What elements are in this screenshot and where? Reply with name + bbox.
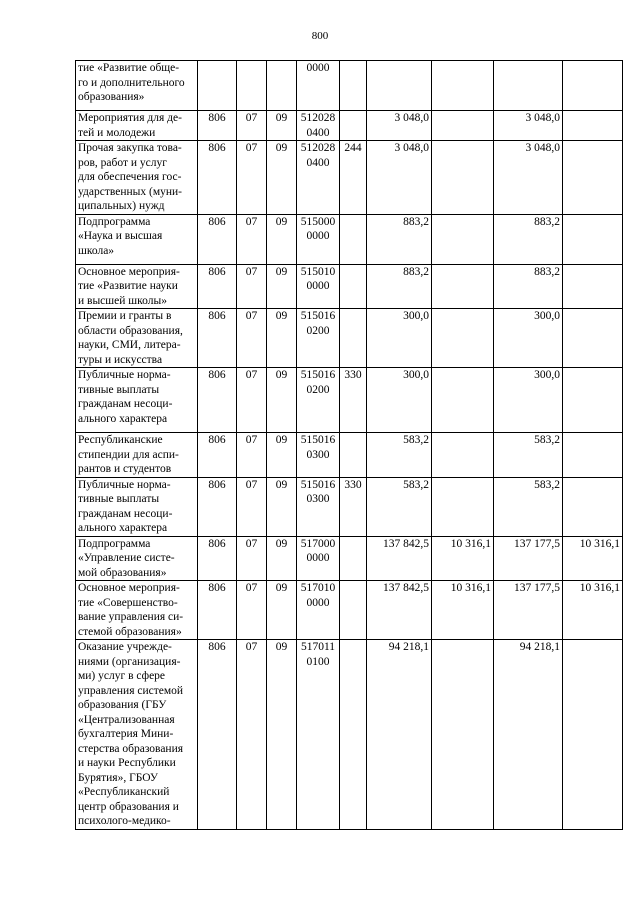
row-name: Премии и гранты в области образования, науки, СМИ, литера- туры и искусства — [76, 309, 198, 368]
expense-type-code — [340, 264, 367, 309]
subsection-code: 09 — [267, 111, 297, 141]
section-code: 07 — [237, 368, 267, 433]
amount-total-2: 300,0 — [494, 368, 563, 433]
row-name: Оказание учрежде- ниями (организация- ми) услуг в сфере управления системой образования (ГБУ «Централизованная бухгалтерия Мини- стерства образования и науки Республики Бурятия», ГБОУ «Республиканский центр образования и психолого-медико- — [76, 640, 198, 830]
amount-federal-1 — [432, 309, 494, 368]
expense-type-code: 244 — [340, 141, 367, 215]
amount-federal-1 — [432, 61, 494, 111]
row-name: Публичные норма- тивные выплаты гражданам несоци- ального характера — [76, 368, 198, 433]
subsection-code: 09 — [267, 581, 297, 640]
section-code: 07 — [237, 581, 267, 640]
expense-type-code — [340, 309, 367, 368]
table-body — [76, 61, 623, 830]
amount-federal-1 — [432, 111, 494, 141]
table-row — [76, 141, 623, 215]
expense-type-code — [340, 61, 367, 111]
target-article-code: 512028 0400 — [297, 111, 340, 141]
target-article-code: 517010 0000 — [297, 581, 340, 640]
expense-type-code — [340, 111, 367, 141]
amount-total-2: 137 177,5 — [494, 536, 563, 581]
subsection-code: 09 — [267, 640, 297, 830]
amount-federal-2 — [563, 433, 623, 478]
subsection-code: 09 — [267, 536, 297, 581]
amount-federal-2 — [563, 141, 623, 215]
table-row — [76, 640, 623, 830]
subsection-code: 09 — [267, 309, 297, 368]
admin-code: 806 — [198, 536, 237, 581]
amount-federal-2 — [563, 477, 623, 536]
admin-code — [198, 61, 237, 111]
admin-code: 806 — [198, 111, 237, 141]
target-article-code: 515016 0200 — [297, 309, 340, 368]
amount-total-1: 583,2 — [367, 433, 432, 478]
amount-total-2 — [494, 61, 563, 111]
subsection-code: 09 — [267, 368, 297, 433]
amount-federal-2 — [563, 309, 623, 368]
table-row — [76, 536, 623, 581]
section-code: 07 — [237, 309, 267, 368]
amount-federal-1 — [432, 368, 494, 433]
page-number: 800 — [311, 30, 329, 42]
amount-federal-1 — [432, 477, 494, 536]
target-article-code: 515010 0000 — [297, 264, 340, 309]
amount-federal-2 — [563, 111, 623, 141]
target-article-code: 517011 0100 — [297, 640, 340, 830]
amount-federal-1: 10 316,1 — [432, 581, 494, 640]
amount-federal-1 — [432, 264, 494, 309]
amount-total-2: 300,0 — [494, 309, 563, 368]
subsection-code: 09 — [267, 433, 297, 478]
amount-total-2: 3 048,0 — [494, 111, 563, 141]
amount-total-1: 583,2 — [367, 477, 432, 536]
amount-total-1: 94 218,1 — [367, 640, 432, 830]
admin-code: 806 — [198, 141, 237, 215]
expense-type-code — [340, 536, 367, 581]
admin-code: 806 — [198, 477, 237, 536]
section-code: 07 — [237, 536, 267, 581]
table-row — [76, 309, 623, 368]
admin-code: 806 — [198, 368, 237, 433]
section-code: 07 — [237, 111, 267, 141]
expense-type-code — [340, 581, 367, 640]
expense-type-code: 330 — [340, 368, 367, 433]
expense-type-code: 330 — [340, 477, 367, 536]
target-article-code: 515016 0200 — [297, 368, 340, 433]
row-name: Республиканские стипендии для аспи- рантов и студентов — [76, 433, 198, 478]
amount-total-1: 3 048,0 — [367, 141, 432, 215]
subsection-code: 09 — [267, 141, 297, 215]
row-name: Публичные норма- тивные выплаты гражданам несоци- ального характера — [76, 477, 198, 536]
row-name: Подпрограмма «Управление систе- мой образования» — [76, 536, 198, 581]
amount-total-2: 883,2 — [494, 264, 563, 309]
target-article-code: 512028 0400 — [297, 141, 340, 215]
table-row — [76, 111, 623, 141]
amount-total-1: 300,0 — [367, 309, 432, 368]
amount-total-1: 137 842,5 — [367, 581, 432, 640]
row-name: Основное мероприя- тие «Развитие науки и высшей школы» — [76, 264, 198, 309]
amount-federal-1 — [432, 141, 494, 215]
section-code: 07 — [237, 433, 267, 478]
row-name: Мероприятия для де- тей и молодежи — [76, 111, 198, 141]
budget-table — [75, 60, 623, 830]
amount-total-2: 137 177,5 — [494, 581, 563, 640]
amount-federal-2 — [563, 264, 623, 309]
amount-total-2: 583,2 — [494, 433, 563, 478]
amount-federal-2: 10 316,1 — [563, 581, 623, 640]
admin-code: 806 — [198, 309, 237, 368]
section-code: 07 — [237, 640, 267, 830]
table-row — [76, 61, 623, 111]
row-name: Основное мероприя- тие «Совершенство- вание управления си- стемой образования» — [76, 581, 198, 640]
admin-code: 806 — [198, 214, 237, 264]
expense-type-code — [340, 214, 367, 264]
section-code — [237, 61, 267, 111]
admin-code: 806 — [198, 264, 237, 309]
amount-federal-2 — [563, 640, 623, 830]
table-row — [76, 477, 623, 536]
amount-total-1: 883,2 — [367, 264, 432, 309]
section-code: 07 — [237, 477, 267, 536]
subsection-code — [267, 61, 297, 111]
amount-total-2: 883,2 — [494, 214, 563, 264]
amount-federal-2 — [563, 61, 623, 111]
section-code: 07 — [237, 264, 267, 309]
amount-total-1 — [367, 61, 432, 111]
amount-federal-1 — [432, 433, 494, 478]
amount-total-1: 300,0 — [367, 368, 432, 433]
target-article-code: 515000 0000 — [297, 214, 340, 264]
subsection-code: 09 — [267, 214, 297, 264]
target-article-code: 0000 — [297, 61, 340, 111]
amount-total-2: 583,2 — [494, 477, 563, 536]
amount-total-1: 137 842,5 — [367, 536, 432, 581]
amount-total-1: 883,2 — [367, 214, 432, 264]
amount-total-2: 94 218,1 — [494, 640, 563, 830]
table-row — [76, 214, 623, 264]
amount-total-2: 3 048,0 — [494, 141, 563, 215]
amount-federal-1: 10 316,1 — [432, 536, 494, 581]
section-code: 07 — [237, 214, 267, 264]
amount-federal-2 — [563, 214, 623, 264]
expense-type-code — [340, 640, 367, 830]
table-row — [76, 368, 623, 433]
row-name: тие «Развитие обще- го и дополнительного образования» — [76, 61, 198, 111]
target-article-code: 515016 0300 — [297, 433, 340, 478]
row-name: Подпрограмма «Наука и высшая школа» — [76, 214, 198, 264]
amount-federal-2 — [563, 368, 623, 433]
admin-code: 806 — [198, 433, 237, 478]
subsection-code: 09 — [267, 264, 297, 309]
amount-federal-1 — [432, 640, 494, 830]
amount-total-1: 3 048,0 — [367, 111, 432, 141]
table-row — [76, 264, 623, 309]
subsection-code: 09 — [267, 477, 297, 536]
table-row — [76, 433, 623, 478]
admin-code: 806 — [198, 640, 237, 830]
table-row — [76, 581, 623, 640]
amount-federal-2: 10 316,1 — [563, 536, 623, 581]
expense-type-code — [340, 433, 367, 478]
section-code: 07 — [237, 141, 267, 215]
admin-code: 806 — [198, 581, 237, 640]
amount-federal-1 — [432, 214, 494, 264]
target-article-code: 515016 0300 — [297, 477, 340, 536]
row-name: Прочая закупка това- ров, работ и услуг для обеспечения гос- ударственных (муни- ципальных) нужд — [76, 141, 198, 215]
target-article-code: 517000 0000 — [297, 536, 340, 581]
